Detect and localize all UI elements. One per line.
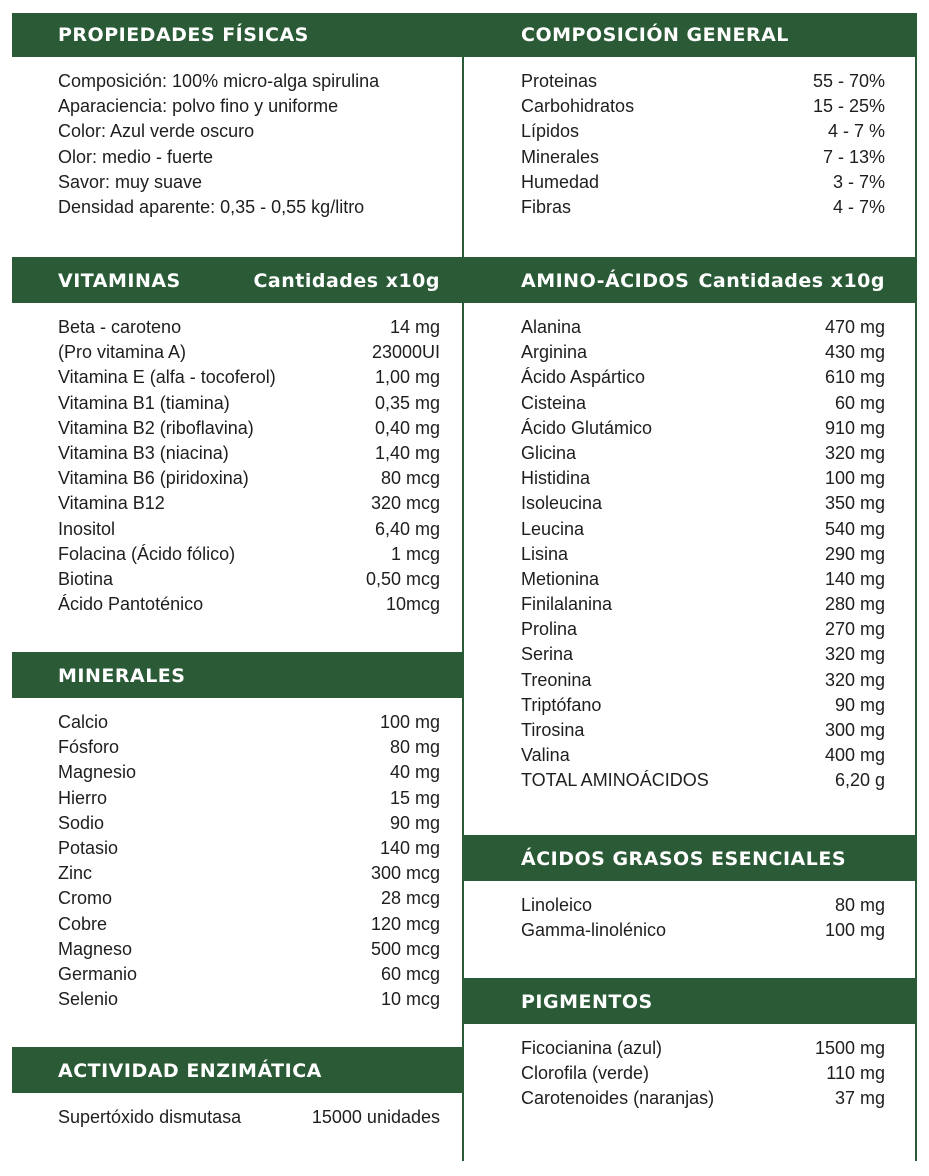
total-value: 6,20 g	[834, 770, 885, 791]
row-name: Carbohidratos	[521, 96, 635, 117]
row-value: 80 mcg	[380, 468, 440, 489]
row-name: Prolina	[521, 619, 578, 640]
row-name: Valina	[521, 745, 570, 766]
table-row	[521, 365, 885, 390]
table-row	[521, 668, 885, 693]
row-value: 60 mcg	[380, 963, 440, 984]
row-name: Proteinas	[521, 71, 598, 91]
left-column	[12, 13, 462, 1161]
section-title: VITAMINAS	[58, 270, 181, 292]
section-enzimatica	[12, 1049, 462, 1161]
row-name: Cromo	[58, 888, 113, 909]
table-row	[521, 693, 885, 718]
section-header	[464, 837, 915, 881]
table-row	[521, 517, 885, 542]
table-row	[521, 441, 885, 466]
section-body	[12, 303, 462, 652]
table-row	[58, 416, 440, 441]
table-row	[58, 811, 440, 836]
row-name: Ácido Pantoténico	[58, 594, 204, 615]
row-name: Tirosina	[521, 720, 585, 740]
property-line: Composición: 100% micro-alga spirulina	[58, 71, 380, 91]
table-row	[521, 743, 885, 768]
row-value: 430 mg	[824, 342, 885, 363]
row-value: 400 mg	[824, 745, 885, 766]
section-grasos	[464, 837, 915, 978]
row-name: Inositol	[58, 518, 116, 539]
row-name: Germanio	[58, 963, 138, 984]
row-value: 470 mg	[824, 317, 885, 337]
row-value: 140 mg	[824, 568, 885, 589]
row-value: 1 mcg	[390, 543, 440, 564]
row-value: 14 mg	[389, 317, 440, 337]
row-name: Cobre	[58, 913, 108, 934]
row-name: Vitamina B12	[58, 493, 165, 514]
table-row	[58, 760, 440, 785]
row-value: 15 - 25%	[812, 96, 885, 117]
section-header	[464, 980, 915, 1024]
row-name: Humedad	[521, 171, 600, 192]
table-row	[58, 491, 440, 516]
row-name: Carotenoides (naranjas)	[521, 1088, 715, 1109]
table-row	[58, 567, 440, 592]
row-name: Vitamina B1 (tiamina)	[58, 392, 230, 413]
row-value: 100 mg	[824, 920, 885, 941]
row-value: 4 - 7 %	[827, 121, 885, 142]
row-value: 320 mcg	[370, 493, 440, 514]
table-row	[58, 786, 440, 811]
row-value: 7 - 13%	[822, 146, 885, 167]
table-row	[521, 119, 885, 144]
row-value: 280 mg	[824, 594, 885, 615]
row-value: 140 mg	[379, 837, 440, 858]
table-row	[58, 592, 440, 617]
row-name: Alanina	[521, 317, 582, 337]
property-line: Densidad aparente: 0,35 - 0,55 kg/litro	[58, 196, 365, 217]
row-value: 60 mg	[834, 392, 885, 413]
row-value: 15000 unidades	[311, 1107, 440, 1127]
row-value: 80 mg	[834, 895, 885, 915]
table-row	[58, 466, 440, 491]
row-value: 6,40 mg	[374, 518, 440, 539]
property-line: Savor: muy suave	[58, 171, 203, 192]
table-row	[521, 170, 885, 195]
table-row	[521, 315, 885, 340]
section-body	[464, 303, 915, 835]
table-row	[58, 962, 440, 987]
table-row	[521, 94, 885, 119]
row-name: Lisina	[521, 543, 569, 564]
section-composicion	[464, 13, 915, 257]
row-name: Arginina	[521, 342, 588, 363]
row-value: 300 mg	[824, 720, 885, 740]
row-name: Clorofila (verde)	[521, 1063, 650, 1084]
section-header	[464, 13, 915, 57]
table-row	[521, 918, 885, 943]
section-propiedades	[12, 13, 462, 257]
row-name: Cisteina	[521, 392, 587, 413]
section-header	[12, 654, 462, 698]
table-row	[521, 1036, 885, 1061]
section-body	[12, 57, 462, 257]
row-value: 1,40 mg	[374, 442, 440, 463]
table-row	[521, 1086, 885, 1111]
row-name: Potasio	[58, 837, 119, 858]
row-value: 300 mcg	[370, 863, 440, 884]
quantity-label: Cantidades x10g	[698, 270, 885, 292]
row-value: 270 mg	[824, 619, 885, 640]
table-row	[58, 886, 440, 911]
row-name: Vitamina E (alfa - tocoferol)	[58, 367, 276, 388]
row-value: 540 mg	[824, 518, 885, 539]
quantity-label: Cantidades x10g	[253, 270, 440, 292]
table-row	[521, 491, 885, 516]
table-row	[521, 718, 885, 743]
table-row	[521, 466, 885, 491]
row-name: Biotina	[58, 568, 114, 589]
row-value: 0,40 mg	[374, 417, 440, 438]
row-name: Metionina	[521, 568, 600, 589]
table-row	[58, 542, 440, 567]
property-line: Aparaciencia: polvo fino y uniforme	[58, 96, 339, 117]
table-row	[58, 315, 440, 340]
table-row	[521, 567, 885, 592]
row-name: Magnesio	[58, 762, 137, 783]
row-name: Zinc	[58, 863, 93, 884]
row-name: Histidina	[521, 468, 591, 489]
table-row	[58, 710, 440, 735]
row-name: Treonina	[521, 669, 592, 690]
section-pigmentos	[464, 980, 915, 1161]
row-value: 3 - 7%	[832, 171, 885, 192]
row-value: 0,50 mcg	[365, 568, 440, 589]
table-row	[58, 1105, 440, 1130]
row-name: Supertóxido dismutasa	[58, 1107, 242, 1127]
table-row	[521, 340, 885, 365]
section-aminoacidos	[464, 259, 915, 835]
total-row	[521, 768, 885, 793]
section-title: MINERALES	[58, 665, 186, 687]
row-value: 910 mg	[824, 417, 885, 438]
section-header	[464, 259, 915, 303]
row-name: Vitamina B3 (niacina)	[58, 442, 229, 463]
row-name: Ácido Aspártico	[521, 367, 646, 388]
table-row	[58, 987, 440, 1012]
table-row	[521, 893, 885, 918]
row-name: Finilalanina	[521, 594, 613, 615]
table-row	[58, 441, 440, 466]
table-row	[58, 912, 440, 937]
row-name: Gamma-linolénico	[521, 920, 667, 941]
row-value: 1500 mg	[814, 1038, 885, 1058]
property-line: Color: Azul verde oscuro	[58, 121, 255, 142]
row-name: Fibras	[521, 196, 572, 217]
table-row	[58, 517, 440, 542]
row-value: 80 mg	[389, 737, 440, 758]
table-row	[58, 340, 440, 365]
row-name: Fósforo	[58, 737, 120, 758]
table-row	[521, 617, 885, 642]
section-title: AMINO-ÁCIDOS	[521, 270, 690, 292]
table-row	[58, 937, 440, 962]
row-value: 100 mg	[824, 468, 885, 489]
row-value: 4 - 7%	[832, 196, 885, 217]
total-label: TOTAL AMINOÁCIDOS	[521, 770, 709, 791]
section-minerales	[12, 654, 462, 1047]
table-row	[58, 391, 440, 416]
row-name: Folacina (Ácido fólico)	[58, 543, 236, 564]
nutrition-sheet	[12, 13, 917, 1161]
row-value: 90 mg	[389, 812, 440, 833]
row-value: 320 mg	[824, 644, 885, 665]
section-body	[464, 57, 915, 257]
row-value: 15 mg	[389, 787, 440, 808]
row-name: Vitamina B6 (piridoxina)	[58, 468, 249, 489]
row-name: Vitamina B2 (riboflavina)	[58, 417, 254, 438]
table-row	[521, 542, 885, 567]
row-name: Linoleico	[521, 895, 593, 915]
row-name: Magneso	[58, 938, 133, 959]
row-value: 37 mg	[834, 1088, 885, 1109]
section-title: COMPOSICIÓN GENERAL	[521, 24, 789, 46]
row-value: 28 mcg	[380, 888, 440, 909]
table-row	[521, 195, 885, 220]
row-name: Hierro	[58, 787, 108, 808]
row-value: 0,35 mg	[374, 392, 440, 413]
row-name: Serina	[521, 644, 574, 665]
section-header	[12, 1049, 462, 1093]
row-value: 23000UI	[371, 342, 440, 363]
table-row	[521, 145, 885, 170]
row-value: 100 mg	[379, 712, 440, 732]
table-row	[58, 735, 440, 760]
row-value: 10mcg	[385, 594, 440, 615]
row-name: Beta - caroteno	[58, 317, 182, 337]
property-line: Olor: medio - fuerte	[58, 146, 214, 167]
table-row	[521, 1061, 885, 1086]
row-name: (Pro vitamina A)	[58, 342, 187, 363]
section-title: ACTIVIDAD ENZIMÁTICA	[58, 1060, 322, 1082]
row-value: 10 mcg	[380, 989, 440, 1010]
section-body	[464, 881, 915, 978]
table-row	[521, 391, 885, 416]
row-name: Triptófano	[521, 694, 602, 715]
row-value: 350 mg	[824, 493, 885, 514]
table-row	[521, 642, 885, 667]
table-row	[521, 416, 885, 441]
table-row	[58, 836, 440, 861]
row-name: Ficocianina (azul)	[521, 1038, 663, 1058]
row-name: Sodio	[58, 812, 105, 833]
row-value: 610 mg	[824, 367, 885, 388]
section-body	[464, 1024, 915, 1161]
row-name: Leucina	[521, 518, 585, 539]
row-value: 55 - 70%	[812, 71, 885, 91]
section-header	[12, 259, 462, 303]
row-value: 90 mg	[834, 694, 885, 715]
table-row	[58, 365, 440, 390]
table-row	[521, 592, 885, 617]
row-value: 320 mg	[824, 669, 885, 690]
row-name: Minerales	[521, 146, 600, 167]
row-name: Glicina	[521, 442, 577, 463]
section-title: PROPIEDADES FÍSICAS	[58, 24, 309, 46]
row-value: 290 mg	[824, 543, 885, 564]
section-header	[12, 13, 462, 57]
section-body	[12, 1093, 462, 1161]
section-vitaminas	[12, 259, 462, 652]
row-value: 1,00 mg	[374, 367, 440, 388]
row-value: 110 mg	[826, 1063, 885, 1084]
section-title: PIGMENTOS	[521, 991, 653, 1013]
table-row	[58, 861, 440, 886]
table-row	[521, 69, 885, 94]
row-name: Lípidos	[521, 121, 580, 142]
row-name: Calcio	[58, 712, 109, 732]
row-value: 320 mg	[824, 442, 885, 463]
row-name: Isoleucina	[521, 493, 603, 514]
row-name: Ácido Glutámico	[521, 417, 653, 438]
row-value: 40 mg	[389, 762, 440, 783]
right-column	[464, 13, 915, 1161]
row-value: 500 mcg	[370, 938, 440, 959]
row-name: Selenio	[58, 989, 119, 1010]
section-title: ÁCIDOS GRASOS ESENCIALES	[521, 848, 847, 870]
row-value: 120 mcg	[370, 913, 440, 934]
section-body	[12, 698, 462, 1047]
